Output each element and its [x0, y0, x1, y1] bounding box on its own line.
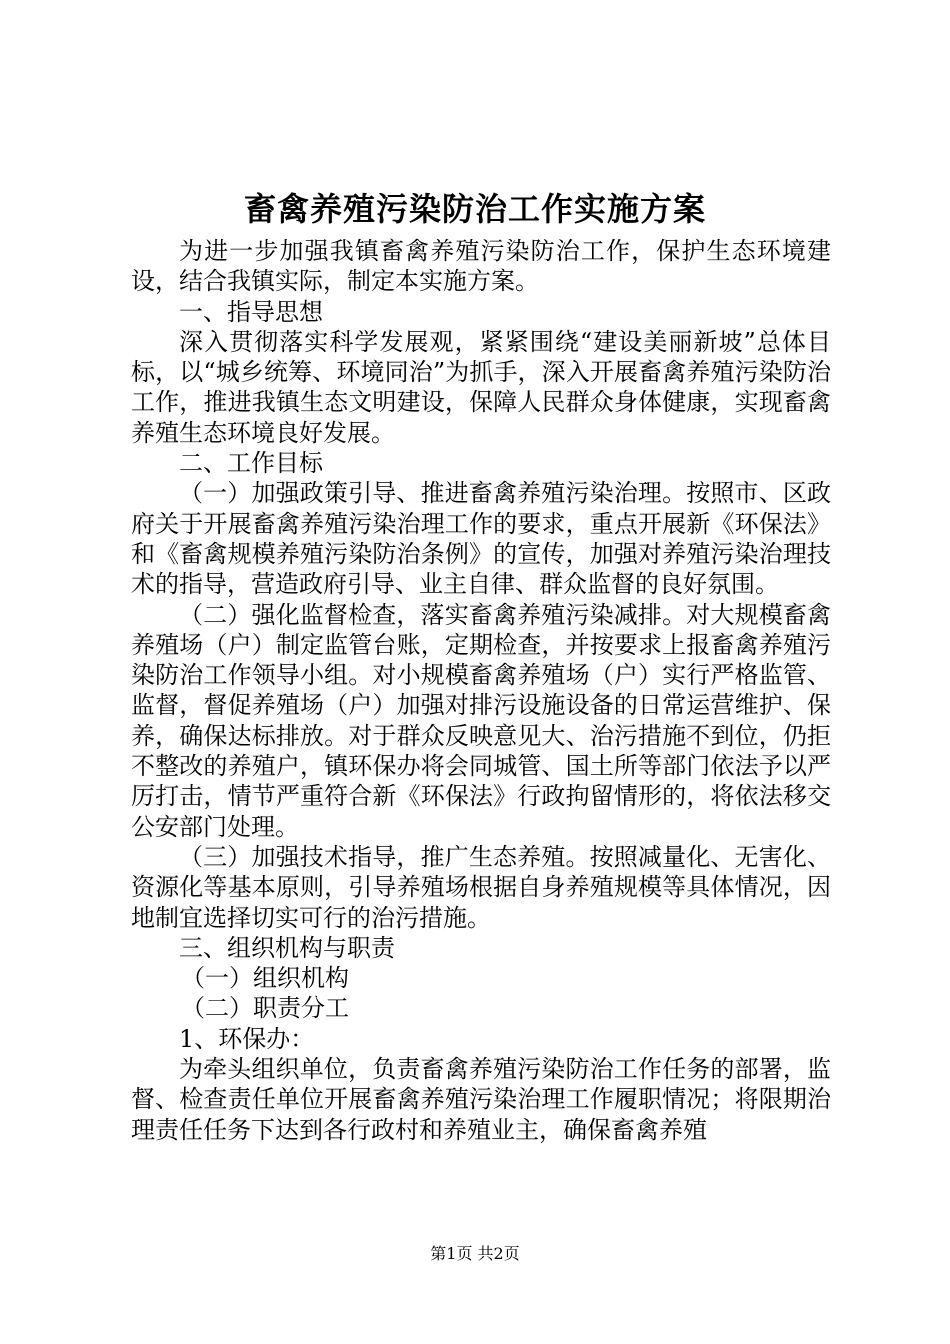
work-goal-2-paragraph: （二）强化监督检查，落实畜禽养殖污染减排。对大规模畜禽养殖场（户）制定监管台账，定期检查，并按要求上报畜禽养殖污染防治工作领导小组。对小规模畜禽养殖场（户）实行严格监管、监督，督促养殖场（户）加强对排污设施设备的日常运营维护、保养，确保达标排放。对于群众反映意见大、治污措施不到位，仍拒不整改的养殖户，镇环保办将会同城管、国土所等部门依法予以严厉打击，情节严重符合新《环保法》行政拘留情形的，将依法移交公安部门处理。 [131, 600, 831, 841]
intro-paragraph: 为进一步加强我镇畜禽养殖污染防治工作，保护生态环境建设，结合我镇实际，制定本实施方案。 [131, 237, 831, 296]
document-title: 畜禽养殖污染防治工作实施方案 [243, 190, 706, 228]
subsection-heading-organization: （一）组织机构 [181, 964, 349, 993]
section-heading-guiding-ideology: 一、指导思想 [179, 297, 323, 326]
guiding-ideology-paragraph: 深入贯彻落实科学发展观，紧紧围绕“建设美丽新坡”总体目标，以“城乡统筹、环境同治”为抓手，深入开展畜禽养殖污染防治工作，推进我镇生态文明建设，保障人民群众身体健康，实现畜禽养殖生态环境良好发展。 [131, 327, 831, 447]
section-heading-organization: 三、组织机构与职责 [179, 933, 395, 962]
subsection-heading-duties: （二）职责分工 [181, 994, 349, 1023]
environment-office-paragraph: 为牵头组织单位，负责畜禽养殖污染防治工作任务的部署，监督、检查责任单位开展畜禽养殖污染治理工作履职情况；将限期治理责任任务下达到各行政村和养殖业主，确保畜禽养殖 [131, 1055, 831, 1144]
page-footer: 第1页 共2页 [430, 1244, 520, 1263]
work-goal-1-paragraph: （一）加强政策引导、推进畜禽养殖污染治理。按照市、区政府关于开展畜禽养殖污染治理工作的要求，重点开展新《环保法》和《畜禽规模养殖污染防治条例》的宣传，加强对养殖污染治理技术的指导，营造政府引导、业主自律、群众监督的良好氛围。 [131, 479, 831, 599]
section-heading-work-goals: 二、工作目标 [179, 449, 323, 478]
document-body [131, 236, 831, 1145]
work-goal-3-paragraph: （三）加强技术指导，推广生态养殖。按照减量化、无害化、资源化等基本原则，引导养殖场根据自身养殖规模等具体情况，因地制宜选择切实可行的治污措施。 [131, 842, 831, 932]
item-heading-environment-office: 1、环保办： [179, 1024, 315, 1053]
